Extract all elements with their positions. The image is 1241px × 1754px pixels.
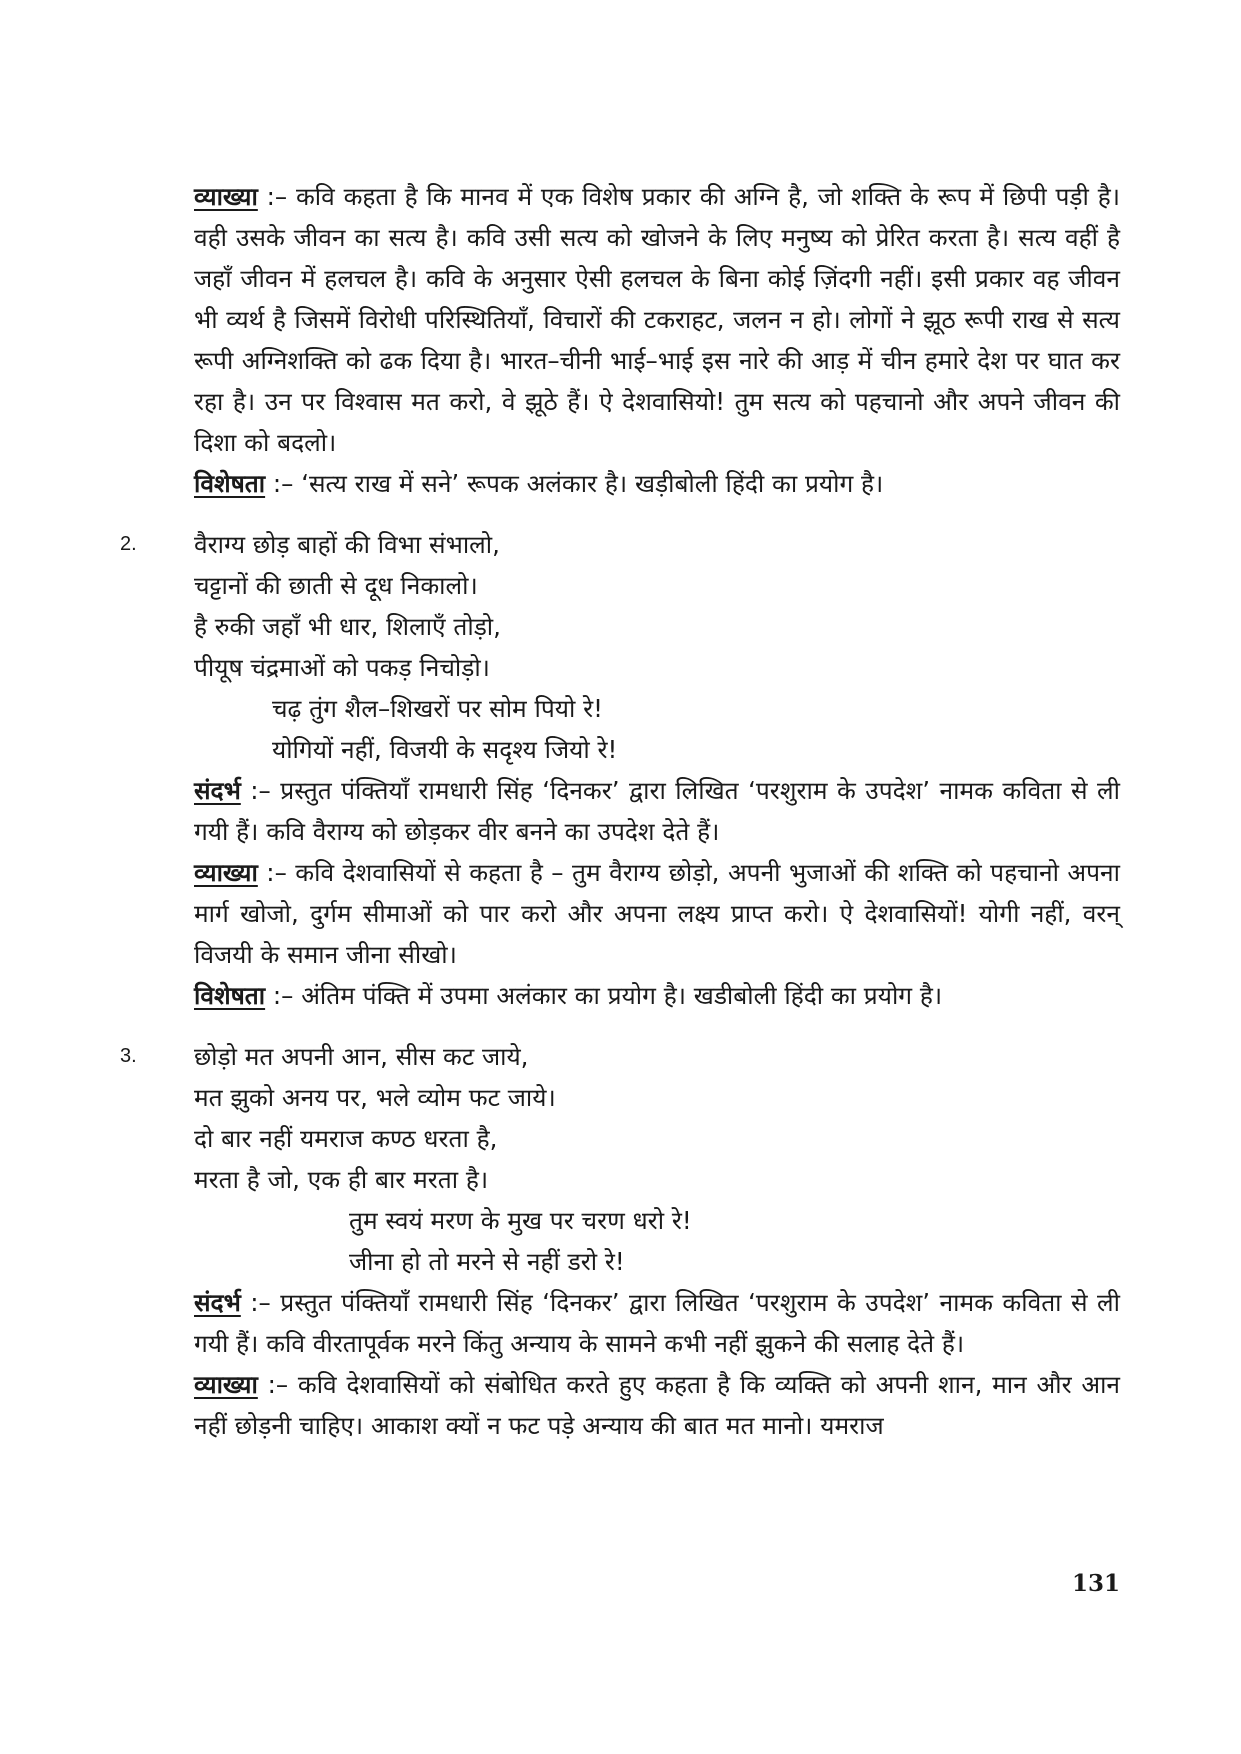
sandarbh-text: :– प्रस्तुत पंक्तियाँ रामधारी सिंह ‘दिनकर’ द्वारा लिखित ‘परशुराम के उपदेश’ नामक कविता से ली गयी हैं। कवि वीरतापूर्वक मरने किंतु अन्याय के सामने कभी नहीं झुकने की सलाह देते हैं। <box>194 1288 1120 1358</box>
verse-refrain-line: चढ़ तुंग शैल–शिखरों पर सोम पियो रे! <box>272 694 603 723</box>
visheshta-label: विशेषता <box>194 469 266 498</box>
verse-line: छोड़ो मत अपनी आन, सीस कट जाये, <box>194 1042 529 1071</box>
verse-number: 2. <box>120 533 137 555</box>
visheshta-paragraph-2 <box>194 975 1120 1016</box>
vyakhya-text: :– कवि कहता है कि मानव में एक विशेष प्रकार की अग्नि है, जो शक्ति के रूप में छिपी पड़ी है। वही उसके जीवन का सत्य है। कवि उसी सत्य को खोजने के लिए मनुष्य को प्रेरित करता है। सत्य वहीं है जहाँ जीवन में हलचल है। कवि के अनुसार ऐसी हलचल के बिना कोई ज़िंदगी नहीं। इसी प्रकार वह जीवन भी व्यर्थ है जिसमें विरोधी परिस्थितियाँ, विचारों की टकराहट, जलन न हो। लोगों ने झूठ रूपी राख से सत्य रूपी अग्निशक्ति को ढक दिया है। भारत–चीनी भाई–भाई इस नारे की आड़ में चीन हमारे देश पर घात कर रहा है। उन पर विश्वास मत करो, वे झूठे हैं। ऐ देशवासियो! तुम सत्य को पहचानो और अपने जीवन की दिशा को बदलो। <box>194 182 1120 457</box>
verse-line: पीयूष चंद्रमाओं को पकड़ निचोड़ो। <box>194 653 490 682</box>
visheshta-text: :– अंतिम पंक्ति में उपमा अलंकार का प्रयोग है। खडीबोली हिंदी का प्रयोग है। <box>265 981 943 1010</box>
vyakhya-paragraph-1 <box>194 176 1120 463</box>
verse-block-2 <box>120 524 1120 770</box>
vyakhya-text: :– कवि देशवासियों से कहता है – तुम वैराग्य छोड़ो, अपनी भुजाओं की शक्ति को पहचानो अपना मार्ग खोजो, दुर्गम सीमाओं को पार करो और अपना लक्ष्य प्राप्त करो। ऐ देशवासियों! योगी नहीं, वरन् विजयी के समान जीना सीखो। <box>194 858 1120 969</box>
verse-line: है रुकी जहाँ भी धार, शिलाएँ तोड़ो, <box>194 612 501 641</box>
verse-number: 3. <box>120 1045 137 1067</box>
visheshta-text: :– ‘सत्य राख में सने’ रूपक अलंकार है। खड़ीबोली हिंदी का प्रयोग है। <box>265 469 884 498</box>
sandarbh-paragraph-2 <box>194 770 1120 852</box>
verse-line: मत झुको अनय पर, भले व्योम फट जाये। <box>194 1083 556 1112</box>
vyakhya-paragraph-3 <box>194 1364 1120 1446</box>
vyakhya-label: व्याख्या <box>194 1370 258 1399</box>
sandarbh-label: संदर्भ <box>194 776 241 805</box>
verse-line: वैराग्य छोड़ बाहों की विभा संभालो, <box>194 530 500 559</box>
vyakhya-label: व्याख्या <box>194 858 258 887</box>
sandarbh-label: संदर्भ <box>194 1288 241 1317</box>
verse-block-3 <box>120 1036 1120 1282</box>
vyakhya-label: व्याख्या <box>194 182 258 211</box>
verse-line: मरता है जो, एक ही बार मरता है। <box>194 1165 489 1194</box>
verse-refrain-line: तुम स्वयं मरण के मुख पर चरण धरो रे! <box>349 1206 692 1235</box>
vyakhya-paragraph-2 <box>194 852 1120 975</box>
vyakhya-text: :– कवि देशवासियों को संबोधित करते हुए कहता है कि व्यक्ति को अपनी शान, मान और आन नहीं छोड़नी चाहिए। आकाश क्यों न फट पड़े अन्याय की बात मत मानो। यमराज <box>194 1370 1120 1440</box>
page-number: 131 <box>1072 1570 1121 1597</box>
verse-line: चट्टानों की छाती से दूध निकालो। <box>194 571 478 600</box>
visheshta-label: विशेषता <box>194 981 266 1010</box>
sandarbh-paragraph-3 <box>194 1282 1120 1364</box>
verse-refrain-line: जीना हो तो मरने से नहीं डरो रे! <box>349 1247 625 1276</box>
page-content <box>120 176 1120 1446</box>
visheshta-paragraph-1 <box>194 463 1120 504</box>
verse-line: दो बार नहीं यमराज कण्ठ धरता है, <box>194 1124 498 1153</box>
verse-refrain-line: योगियों नहीं, विजयी के सदृश्य जियो रे! <box>272 735 618 764</box>
sandarbh-text: :– प्रस्तुत पंक्तियाँ रामधारी सिंह ‘दिनकर’ द्वारा लिखित ‘परशुराम के उपदेश’ नामक कविता से ली गयी हैं। कवि वैराग्य को छोड़कर वीर बनने का उपदेश देते हैं। <box>194 776 1120 846</box>
